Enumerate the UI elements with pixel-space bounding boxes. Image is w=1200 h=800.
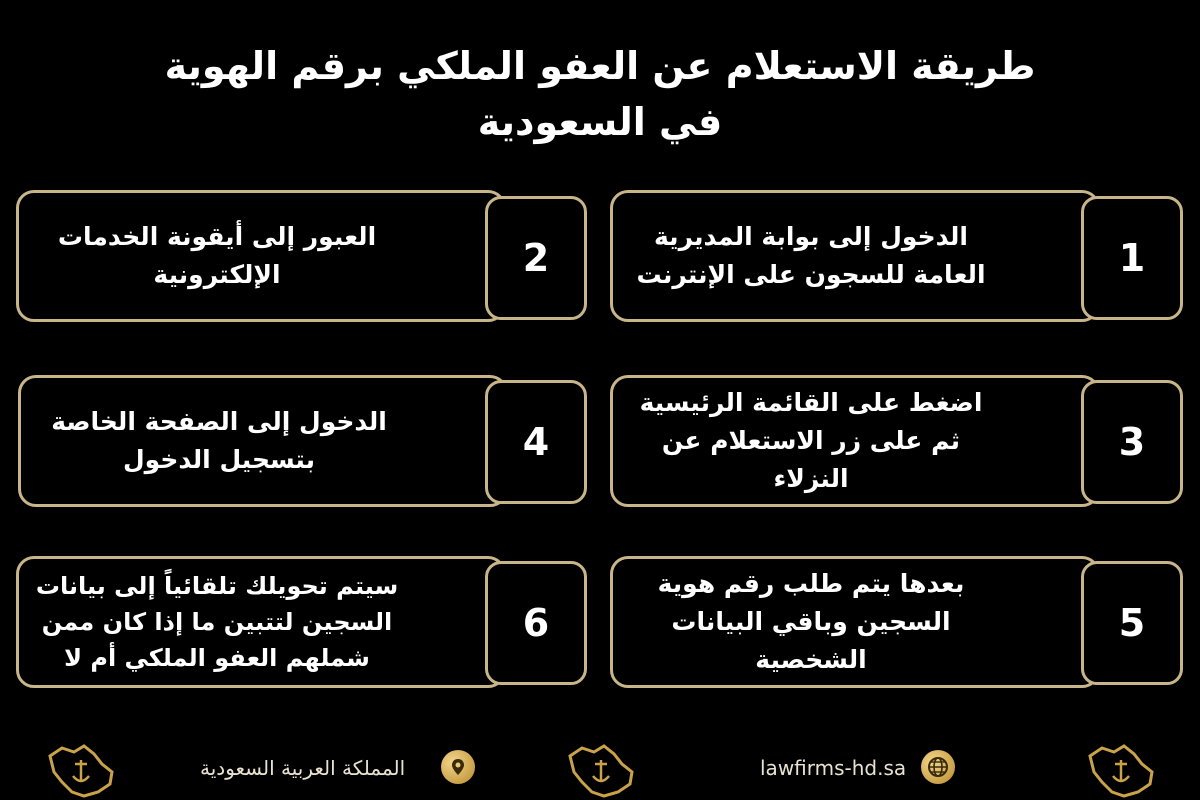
globe-icon bbox=[921, 750, 955, 784]
step-card-5 bbox=[610, 556, 1100, 688]
step-text-5: بعدها يتم طلب رقم هوية السجين وباقي البيانات الشخصية bbox=[657, 569, 965, 674]
page-title bbox=[0, 38, 1200, 150]
step-card-3 bbox=[610, 375, 1100, 507]
saudi-map-emblem-icon bbox=[1084, 742, 1158, 800]
saudi-map-emblem-icon bbox=[564, 742, 638, 800]
step-card-2 bbox=[16, 190, 506, 322]
step-card-6 bbox=[16, 556, 506, 688]
step-number-6: 6 bbox=[485, 561, 587, 685]
step-card-1 bbox=[610, 190, 1100, 322]
step-number-1: 1 bbox=[1081, 196, 1183, 320]
step-number-5: 5 bbox=[1081, 561, 1183, 685]
step-card-4 bbox=[18, 375, 508, 507]
saudi-map-emblem-icon bbox=[44, 742, 118, 800]
step-text-6: سيتم تحويلك تلقائياً إلى بيانات السجين لتتبين ما إذا كان ممن شملهم العفو الملكي أم لا bbox=[35, 572, 399, 672]
step-number-2: 2 bbox=[485, 196, 587, 320]
footer-location-text: المملكة العربية السعودية bbox=[200, 756, 406, 780]
step-number-4: 4 bbox=[485, 380, 587, 504]
step-text-3: اضغط على القائمة الرئيسية ثم على زر الاستعلام عن النزلاء bbox=[639, 388, 983, 493]
location-pin-icon bbox=[441, 750, 475, 784]
step-text-1: الدخول إلى بوابة المديرية العامة للسجون على الإنترنت bbox=[636, 222, 986, 289]
step-text-2: العبور إلى أيقونة الخدمات الإلكترونية bbox=[57, 222, 377, 289]
step-text-4: الدخول إلى الصفحة الخاصة بتسجيل الدخول bbox=[51, 407, 387, 474]
step-number-3: 3 bbox=[1081, 380, 1183, 504]
title-line-1: طريقة الاستعلام عن العفو الملكي برقم الهوية bbox=[164, 44, 1036, 88]
footer-website-text[interactable]: lawfirms-hd.sa bbox=[760, 756, 907, 780]
title-line-2: في السعودية bbox=[477, 100, 723, 144]
